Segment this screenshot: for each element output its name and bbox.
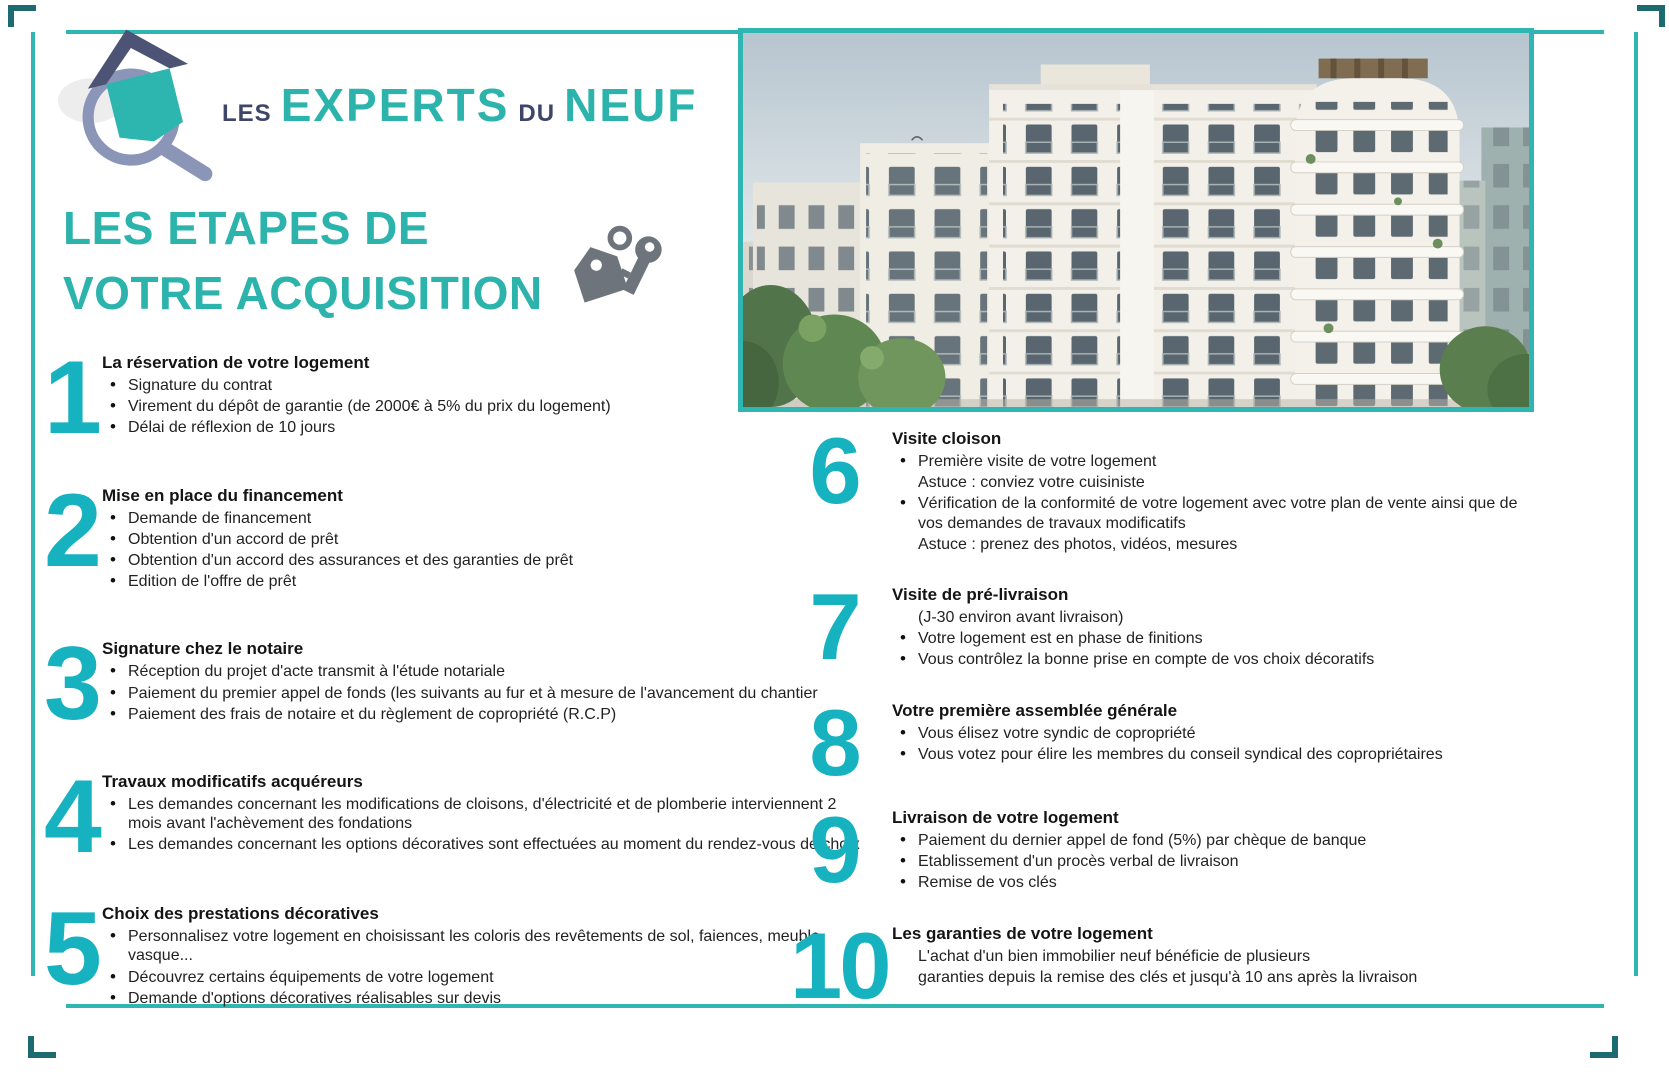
page-title [63, 196, 543, 327]
step-line: • Demande d'options décoratives réalisables sur devis [102, 989, 860, 1008]
step-line: • Paiement du premier appel de fonds (les suivants au fur et à mesure de l'avancement du chantier [102, 684, 860, 703]
step-line: • Personnalisez votre logement en choisissant les coloris des revêtements de sol, faiences, meuble vasque... [102, 927, 860, 965]
step [790, 418, 1538, 556]
step-line: • Obtention d'un accord des assurances et des garanties de prêt [102, 551, 860, 570]
step-body [892, 429, 1538, 556]
step-line: Astuce : conviez votre cuisiniste [918, 474, 1145, 492]
logo-wordmark [222, 78, 697, 132]
step-lines [892, 452, 1538, 554]
step-body [892, 585, 1538, 672]
step-number: 9 [809, 796, 859, 902]
step-lines [102, 509, 860, 592]
step-line: • Virement du dépôt de garantie (de 2000€ à 5% du prix du logement) [102, 397, 860, 416]
step-body [102, 639, 860, 726]
house-magnifier-logo-icon [52, 0, 224, 192]
step [790, 912, 1538, 1018]
step-line: • Demande de financement [102, 509, 860, 528]
step-lines [102, 662, 860, 724]
step-lines [102, 376, 860, 438]
step-line: • Les demandes concernant les options décoratives sont effectuées au moment du rendez-vous de choix [102, 835, 860, 854]
step-title: Travaux modificatifs acquéreurs [102, 772, 363, 792]
step-line: L'achat d'un bien immobilier neuf bénéficie de plusieurs [918, 947, 1311, 965]
step-line: • Paiement des frais de notaire et du règlement de copropriété (R.C.P) [102, 705, 860, 724]
step-number: 6 [809, 418, 859, 523]
step [44, 626, 860, 743]
corner-bracket-bottom-right [1590, 1036, 1618, 1058]
step-line: • Les demandes concernant les modifications de cloisons, d'électricité et de plomberie interviennent 2 mois avant l'achèvement des fondations [102, 795, 860, 833]
steps-column-left [44, 340, 860, 1056]
step-line: • Vous contrôlez la bonne prise en compte de vos choix décoratifs [892, 650, 1538, 669]
keys-icon [558, 222, 676, 307]
step-title: Signature chez le notaire [102, 639, 304, 659]
step-line: • Première visite de votre logement [892, 452, 1538, 471]
step-number: 5 [44, 891, 99, 1008]
step-body [102, 486, 860, 594]
step-body [102, 904, 860, 1010]
logo-word-experts: EXPERTS [280, 79, 510, 131]
step-line: • Découvrez certains équipements de votre logement [102, 968, 860, 987]
frame-border-right [1634, 32, 1638, 976]
step-lines [892, 947, 1538, 987]
corner-bracket-top-right [1637, 5, 1665, 27]
step-body [892, 701, 1538, 766]
step [44, 472, 860, 594]
step-body [102, 772, 860, 857]
step [44, 340, 860, 456]
step-line: • Vous votez pour élire les membres du conseil syndical des copropriétaires [892, 745, 1538, 764]
step-lines [892, 724, 1538, 764]
step-title: Mise en place du financement [102, 485, 343, 505]
step-line: • Vérification de la conformité de votre logement avec votre plan de vente ainsi que de vos demandes de travaux modificatifs [892, 494, 1538, 532]
step-title: La réservation de votre logement [102, 353, 370, 372]
step-title: Les garanties de votre logement [892, 923, 1153, 943]
step-line: • Obtention d'un accord de prêt [102, 530, 860, 549]
step-lines [102, 795, 860, 855]
step-line: (J-30 environ avant livraison) [918, 609, 1124, 627]
step-number: 8 [809, 689, 859, 795]
step-body [892, 808, 1538, 895]
page-title-line1: LES ETAPES DE [63, 202, 430, 254]
step [790, 689, 1538, 795]
step-lines [102, 927, 860, 1008]
step-number: 1 [44, 340, 99, 456]
step-number: 10 [790, 912, 889, 1018]
step-title: Visite cloison [892, 429, 1002, 448]
step-number: 4 [44, 759, 99, 876]
step-body [892, 924, 1538, 989]
step-line: • Réception du projet d'acte transmit à l'étude notariale [102, 662, 860, 681]
step-line: • Etablissement d'un procès verbal de livraison [892, 852, 1538, 871]
step-line: • Délai de réflexion de 10 jours [102, 418, 860, 437]
step-title: Choix des prestations décoratives [102, 904, 379, 924]
step-title: Livraison de votre logement [892, 807, 1119, 827]
step-line: • Remise de vos clés [892, 873, 1538, 892]
step-line: Astuce : prenez des photos, vidéos, mesures [918, 535, 1238, 553]
logo-word-neuf: NEUF [564, 79, 698, 131]
step-lines [892, 831, 1538, 893]
frame-border-left [31, 32, 35, 976]
step-title: Visite de pré-livraison [892, 584, 1069, 604]
logo-word-les: LES [222, 100, 272, 127]
step-lines [892, 608, 1538, 670]
step-line: • Votre logement est en phase de finitions [892, 629, 1538, 648]
step [790, 573, 1538, 679]
logo-word-du: DU [518, 100, 556, 127]
step-number: 3 [44, 626, 99, 743]
step-number: 7 [809, 573, 859, 679]
page-title-line2: VOTRE ACQUISITION [63, 267, 543, 320]
step-number: 2 [44, 472, 99, 589]
step-line: • Edition de l'offre de prêt [102, 572, 860, 591]
step-line: • Signature du contrat [102, 376, 860, 395]
step-line: • Vous élisez votre syndic de copropriété [892, 724, 1538, 743]
building-photo-illustration [743, 33, 1529, 407]
step-line: garanties depuis la remise des clés et jusqu'à 10 ans après la livraison [918, 968, 1418, 986]
step [44, 759, 860, 876]
step-title: Votre première assemblée générale [892, 700, 1178, 720]
corner-bracket-top-left [8, 5, 36, 27]
step [44, 891, 860, 1010]
step-line: • Paiement du dernier appel de fond (5%) par chèque de banque [892, 831, 1538, 850]
step [790, 796, 1538, 902]
steps-column-right [790, 418, 1538, 1031]
step-body [102, 353, 860, 440]
